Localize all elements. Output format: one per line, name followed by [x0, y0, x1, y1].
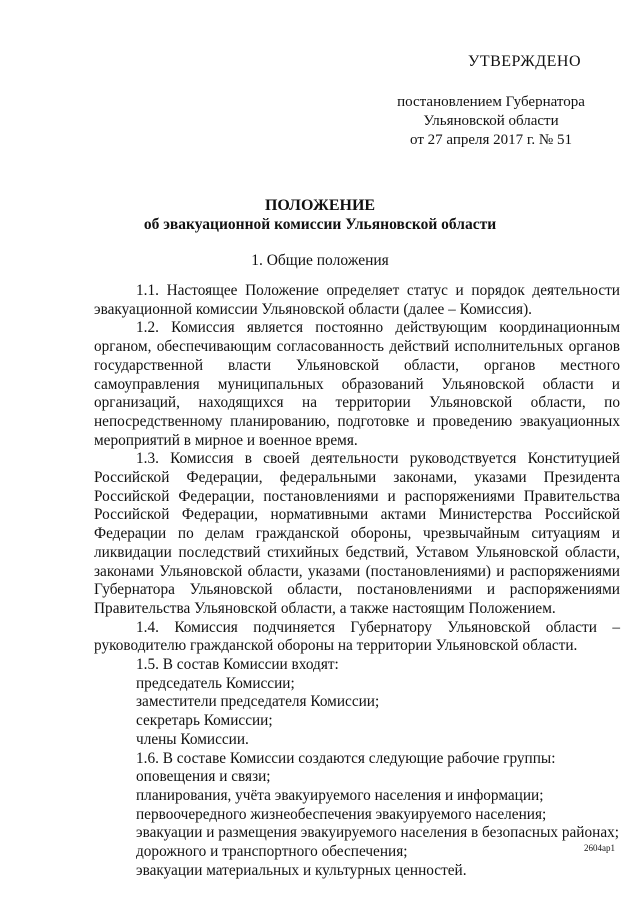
decree-line: от 27 апреля 2017 г. № 51	[410, 132, 572, 148]
clause-1-6: 1.6. В составе Комиссии создаются следующие рабочие группы:	[136, 749, 556, 767]
decree-reference	[360, 93, 622, 150]
section-heading: 1. Общие положения	[251, 252, 389, 269]
document-body	[94, 282, 620, 881]
clause-1-3: 1.3. Комиссия в своей деятельности руководствуется Конституцией Российской Федерации, федеральными законами, указами Президента Российской Федерации, постановлениями и распоряжениями Правительства Российской Федерации, нормативными актами Министерства Российской Федерации по делам гражданской обороны, чрезвычайным ситуациям и ликвидации последствий стихийных бедствий, Уставом Ульяновской области, законами Ульяновской области, указами (постановлениями) и распоряжениями Губернатора Ульяновской области, постановлениями и распоряжениями Правительства Ульяновской области, а также настоящим Положением.	[94, 450, 620, 617]
working-group-item: дорожного и транспортного обеспечения;	[136, 843, 408, 861]
working-group-item: эвакуации материальных и культурных ценностей.	[136, 861, 467, 879]
composition-item: члены Комиссии.	[136, 730, 249, 748]
composition-item: заместители председателя Комиссии;	[136, 693, 380, 711]
document-title: ПОЛОЖЕНИЕ	[264, 197, 376, 214]
page-stamp: 2604ap1	[584, 843, 615, 853]
decree-line: постановлением Губернатора	[397, 94, 585, 110]
working-group-item: оповещения и связи;	[136, 768, 271, 786]
working-group-item: первоочередного жизнеобеспечения эвакуируемого населения;	[136, 805, 547, 823]
working-group-item: планирования, учёта эвакуируемого населения и информации;	[136, 786, 544, 804]
clause-1-5: 1.5. В состав Комиссии входят:	[136, 656, 339, 674]
working-group-item: эвакуации и размещения эвакуируемого населения в безопасных районах;	[136, 824, 620, 842]
approved-heading: УТВЕРЖДЕНО	[468, 53, 582, 70]
decree-line: Ульяновской области	[423, 113, 559, 129]
clause-1-2: 1.2. Комиссия является постоянно действующим координационным органом, обеспечивающим согласованность действий исполнительных органов государственной власти Ульяновской области, органов местного самоуправления муниципальных образований Ульяновской области и организаций, находящихся на территории Ульяновской области, по непосредственному планированию, подготовке и проведению эвакуационных мероприятий в мирное и военное время.	[94, 319, 620, 449]
composition-item: председатель Комиссии;	[136, 674, 295, 692]
clause-1-1: 1.1. Настоящее Положение определяет статус и порядок деятельности эвакуационной комиссии Ульяновской области (далее – Комиссия).	[94, 282, 620, 318]
document-subtitle: об эвакуационной комиссии Ульяновской области	[143, 216, 497, 233]
composition-item: секретарь Комиссии;	[136, 712, 273, 730]
clause-1-4: 1.4. Комиссия подчиняется Губернатору Ульяновской области – руководителю гражданской обороны на территории Ульяновской области.	[94, 618, 620, 655]
